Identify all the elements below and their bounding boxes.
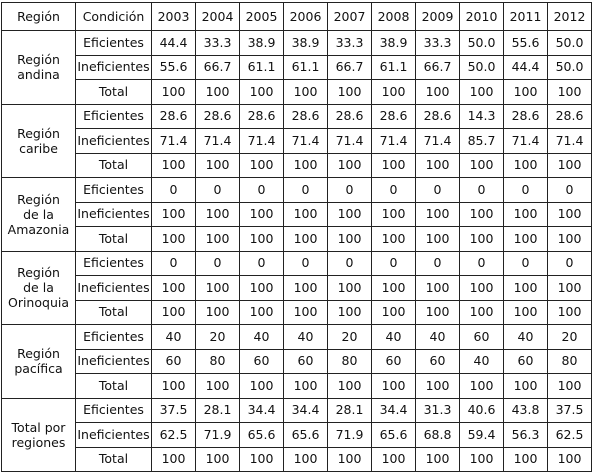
value-cell: 100: [152, 276, 196, 301]
table-row: [2, 374, 592, 399]
value-cell: 100: [240, 374, 284, 399]
table-row: [2, 398, 592, 423]
value-cell: 33.3: [328, 31, 372, 56]
condition-cell: Ineficientes: [76, 349, 152, 374]
header-year: 2007: [328, 3, 372, 31]
value-cell: 0: [196, 178, 240, 203]
value-cell: 66.7: [416, 55, 460, 80]
table-row: [2, 55, 592, 80]
value-cell: 40: [504, 325, 548, 350]
header-year: 2008: [372, 3, 416, 31]
value-cell: 38.9: [284, 31, 328, 56]
value-cell: 34.4: [284, 398, 328, 423]
value-cell: 100: [284, 374, 328, 399]
value-cell: 34.4: [372, 398, 416, 423]
region-cell: [2, 31, 76, 105]
value-cell: 100: [504, 227, 548, 252]
region-label-line: de la: [23, 280, 54, 296]
value-cell: 80: [328, 349, 372, 374]
value-cell: 100: [460, 374, 504, 399]
value-cell: 100: [328, 80, 372, 105]
value-cell: 100: [548, 276, 592, 301]
value-cell: 100: [548, 300, 592, 325]
value-cell: 28.6: [548, 104, 592, 129]
table-row: [2, 251, 592, 276]
value-cell: 0: [460, 251, 504, 276]
value-cell: 0: [240, 178, 284, 203]
value-cell: 100: [504, 447, 548, 472]
header-year: 2010: [460, 3, 504, 31]
value-cell: 28.1: [328, 398, 372, 423]
region-label-line: de la: [23, 206, 54, 222]
header-region: Región: [2, 3, 76, 31]
condition-cell: Ineficientes: [76, 129, 152, 154]
value-cell: 20: [548, 325, 592, 350]
value-cell: 71.9: [196, 423, 240, 448]
value-cell: 65.6: [372, 423, 416, 448]
value-cell: 60: [416, 349, 460, 374]
value-cell: 0: [152, 251, 196, 276]
value-cell: 56.3: [504, 423, 548, 448]
value-cell: 50.0: [548, 55, 592, 80]
value-cell: 60: [152, 349, 196, 374]
table-row: [2, 31, 592, 56]
value-cell: 61.1: [372, 55, 416, 80]
header-year: 2011: [504, 3, 548, 31]
condition-cell: Eficientes: [76, 178, 152, 203]
value-cell: 100: [416, 80, 460, 105]
value-cell: 100: [196, 202, 240, 227]
value-cell: 28.1: [196, 398, 240, 423]
value-cell: 28.6: [196, 104, 240, 129]
value-cell: 33.3: [196, 31, 240, 56]
value-cell: 44.4: [152, 31, 196, 56]
value-cell: 50.0: [548, 31, 592, 56]
value-cell: 38.9: [240, 31, 284, 56]
value-cell: 100: [152, 374, 196, 399]
value-cell: 0: [328, 178, 372, 203]
value-cell: 100: [240, 276, 284, 301]
value-cell: 38.9: [372, 31, 416, 56]
value-cell: 20: [196, 325, 240, 350]
value-cell: 100: [460, 202, 504, 227]
value-cell: 71.4: [328, 129, 372, 154]
value-cell: 100: [240, 202, 284, 227]
value-cell: 0: [152, 178, 196, 203]
condition-cell: Total: [76, 374, 152, 399]
value-cell: 0: [372, 178, 416, 203]
value-cell: 50.0: [460, 31, 504, 56]
value-cell: 28.6: [240, 104, 284, 129]
value-cell: 100: [460, 300, 504, 325]
value-cell: 61.1: [284, 55, 328, 80]
value-cell: 100: [504, 202, 548, 227]
header-year: 2009: [416, 3, 460, 31]
condition-cell: Total: [76, 153, 152, 178]
value-cell: 100: [504, 80, 548, 105]
value-cell: 37.5: [548, 398, 592, 423]
value-cell: 100: [328, 276, 372, 301]
value-cell: 100: [284, 202, 328, 227]
value-cell: 100: [372, 202, 416, 227]
value-cell: 100: [284, 300, 328, 325]
value-cell: 59.4: [460, 423, 504, 448]
value-cell: 100: [416, 227, 460, 252]
value-cell: 0: [328, 251, 372, 276]
table-row: [2, 447, 592, 472]
value-cell: 100: [240, 227, 284, 252]
value-cell: 100: [328, 227, 372, 252]
value-cell: 100: [504, 276, 548, 301]
condition-cell: Eficientes: [76, 325, 152, 350]
region-label-line: pacífica: [14, 361, 63, 377]
value-cell: 100: [196, 153, 240, 178]
value-cell: 100: [548, 374, 592, 399]
table-row: [2, 276, 592, 301]
value-cell: 100: [372, 300, 416, 325]
value-cell: 65.6: [284, 423, 328, 448]
value-cell: 100: [196, 80, 240, 105]
value-cell: 100: [284, 447, 328, 472]
region-label-line: Total por: [11, 419, 66, 435]
condition-cell: Eficientes: [76, 31, 152, 56]
condition-cell: Ineficientes: [76, 423, 152, 448]
table-row: [2, 300, 592, 325]
value-cell: 66.7: [196, 55, 240, 80]
value-cell: 71.4: [152, 129, 196, 154]
value-cell: 0: [504, 178, 548, 203]
value-cell: 100: [504, 153, 548, 178]
value-cell: 62.5: [152, 423, 196, 448]
value-cell: 100: [460, 447, 504, 472]
value-cell: 100: [284, 227, 328, 252]
value-cell: 0: [372, 251, 416, 276]
condition-cell: Ineficientes: [76, 55, 152, 80]
value-cell: 100: [416, 276, 460, 301]
value-cell: 40: [372, 325, 416, 350]
value-cell: 100: [328, 300, 372, 325]
value-cell: 60: [460, 325, 504, 350]
region-cell: [2, 398, 76, 472]
value-cell: 55.6: [504, 31, 548, 56]
table-row: [2, 104, 592, 129]
table-row: [2, 129, 592, 154]
table-row: [2, 80, 592, 105]
region-label-line: Amazonia: [7, 221, 70, 237]
value-cell: 100: [152, 80, 196, 105]
value-cell: 28.6: [416, 104, 460, 129]
value-cell: 28.6: [284, 104, 328, 129]
value-cell: 100: [504, 374, 548, 399]
value-cell: 60: [504, 349, 548, 374]
condition-cell: Ineficientes: [76, 202, 152, 227]
value-cell: 100: [196, 374, 240, 399]
value-cell: 100: [284, 153, 328, 178]
value-cell: 34.4: [240, 398, 284, 423]
value-cell: 40: [460, 349, 504, 374]
value-cell: 71.4: [416, 129, 460, 154]
region-label-line: Región: [17, 191, 60, 207]
value-cell: 100: [460, 80, 504, 105]
value-cell: 71.4: [240, 129, 284, 154]
value-cell: 100: [152, 227, 196, 252]
value-cell: 14.3: [460, 104, 504, 129]
value-cell: 100: [196, 300, 240, 325]
value-cell: 50.0: [460, 55, 504, 80]
value-cell: 33.3: [416, 31, 460, 56]
value-cell: 0: [284, 251, 328, 276]
header-year: 2005: [240, 3, 284, 31]
table-row: [2, 227, 592, 252]
table-row: [2, 325, 592, 350]
value-cell: 40: [284, 325, 328, 350]
value-cell: 71.9: [328, 423, 372, 448]
region-label-line: andina: [17, 67, 60, 83]
condition-cell: Total: [76, 447, 152, 472]
condition-cell: Eficientes: [76, 398, 152, 423]
region-label-line: caribe: [19, 140, 58, 156]
region-cell: [2, 104, 76, 178]
condition-cell: Total: [76, 300, 152, 325]
value-cell: 100: [416, 153, 460, 178]
value-cell: 68.8: [416, 423, 460, 448]
value-cell: 100: [372, 276, 416, 301]
value-cell: 100: [548, 153, 592, 178]
table-row: [2, 202, 592, 227]
header-year: 2006: [284, 3, 328, 31]
value-cell: 100: [328, 374, 372, 399]
header-year: 2003: [152, 3, 196, 31]
value-cell: 100: [152, 153, 196, 178]
region-label-line: Región: [17, 125, 60, 141]
value-cell: 44.4: [504, 55, 548, 80]
condition-cell: Total: [76, 80, 152, 105]
value-cell: 28.6: [328, 104, 372, 129]
value-cell: 100: [372, 447, 416, 472]
value-cell: 100: [240, 153, 284, 178]
value-cell: 71.4: [284, 129, 328, 154]
value-cell: 20: [328, 325, 372, 350]
value-cell: 100: [240, 447, 284, 472]
value-cell: 31.3: [416, 398, 460, 423]
condition-cell: Eficientes: [76, 251, 152, 276]
value-cell: 71.4: [372, 129, 416, 154]
value-cell: 100: [284, 80, 328, 105]
region-label-line: regiones: [11, 434, 66, 450]
value-cell: 0: [460, 178, 504, 203]
value-cell: 28.6: [372, 104, 416, 129]
value-cell: 85.7: [460, 129, 504, 154]
value-cell: 100: [416, 202, 460, 227]
value-cell: 40: [152, 325, 196, 350]
value-cell: 100: [328, 202, 372, 227]
value-cell: 62.5: [548, 423, 592, 448]
value-cell: 0: [548, 178, 592, 203]
table-row: [2, 423, 592, 448]
value-cell: 100: [328, 447, 372, 472]
value-cell: 100: [460, 276, 504, 301]
region-cell: [2, 251, 76, 325]
value-cell: 100: [416, 300, 460, 325]
value-cell: 100: [240, 80, 284, 105]
region-label-line: Región: [17, 346, 60, 362]
region-cell: [2, 325, 76, 399]
value-cell: 100: [328, 153, 372, 178]
value-cell: 100: [548, 447, 592, 472]
value-cell: 100: [548, 227, 592, 252]
header-condition: Condición: [76, 3, 152, 31]
value-cell: 40: [240, 325, 284, 350]
value-cell: 60: [284, 349, 328, 374]
value-cell: 71.4: [548, 129, 592, 154]
value-cell: 0: [416, 251, 460, 276]
value-cell: 100: [152, 300, 196, 325]
region-label-line: Región: [17, 52, 60, 68]
value-cell: 100: [196, 276, 240, 301]
value-cell: 43.8: [504, 398, 548, 423]
value-cell: 0: [504, 251, 548, 276]
value-cell: 61.1: [240, 55, 284, 80]
value-cell: 66.7: [328, 55, 372, 80]
value-cell: 71.4: [196, 129, 240, 154]
value-cell: 100: [372, 374, 416, 399]
condition-cell: Ineficientes: [76, 276, 152, 301]
value-cell: 100: [416, 447, 460, 472]
value-cell: 0: [240, 251, 284, 276]
efficiency-table: [1, 2, 592, 472]
region-label-line: Región: [17, 265, 60, 281]
value-cell: 100: [548, 80, 592, 105]
value-cell: 80: [196, 349, 240, 374]
value-cell: 100: [196, 227, 240, 252]
value-cell: 40: [416, 325, 460, 350]
value-cell: 60: [372, 349, 416, 374]
value-cell: 0: [284, 178, 328, 203]
value-cell: 0: [416, 178, 460, 203]
value-cell: 100: [372, 227, 416, 252]
header-year: 2012: [548, 3, 592, 31]
header-year: 2004: [196, 3, 240, 31]
value-cell: 100: [416, 374, 460, 399]
table-row: [2, 349, 592, 374]
value-cell: 28.6: [152, 104, 196, 129]
region-cell: [2, 178, 76, 252]
table-body: [2, 31, 592, 472]
value-cell: 0: [548, 251, 592, 276]
value-cell: 55.6: [152, 55, 196, 80]
value-cell: 0: [196, 251, 240, 276]
value-cell: 100: [460, 227, 504, 252]
condition-cell: Total: [76, 227, 152, 252]
value-cell: 100: [548, 202, 592, 227]
value-cell: 28.6: [504, 104, 548, 129]
header-row: [2, 3, 592, 31]
condition-cell: Eficientes: [76, 104, 152, 129]
table-row: [2, 153, 592, 178]
value-cell: 100: [460, 153, 504, 178]
value-cell: 100: [372, 80, 416, 105]
region-label-line: Orinoquia: [7, 295, 69, 311]
value-cell: 100: [196, 447, 240, 472]
value-cell: 100: [240, 300, 284, 325]
value-cell: 100: [372, 153, 416, 178]
value-cell: 65.6: [240, 423, 284, 448]
table-row: [2, 178, 592, 203]
value-cell: 100: [152, 447, 196, 472]
value-cell: 60: [240, 349, 284, 374]
value-cell: 100: [504, 300, 548, 325]
value-cell: 100: [152, 202, 196, 227]
value-cell: 100: [284, 276, 328, 301]
value-cell: 80: [548, 349, 592, 374]
value-cell: 71.4: [504, 129, 548, 154]
value-cell: 37.5: [152, 398, 196, 423]
value-cell: 40.6: [460, 398, 504, 423]
